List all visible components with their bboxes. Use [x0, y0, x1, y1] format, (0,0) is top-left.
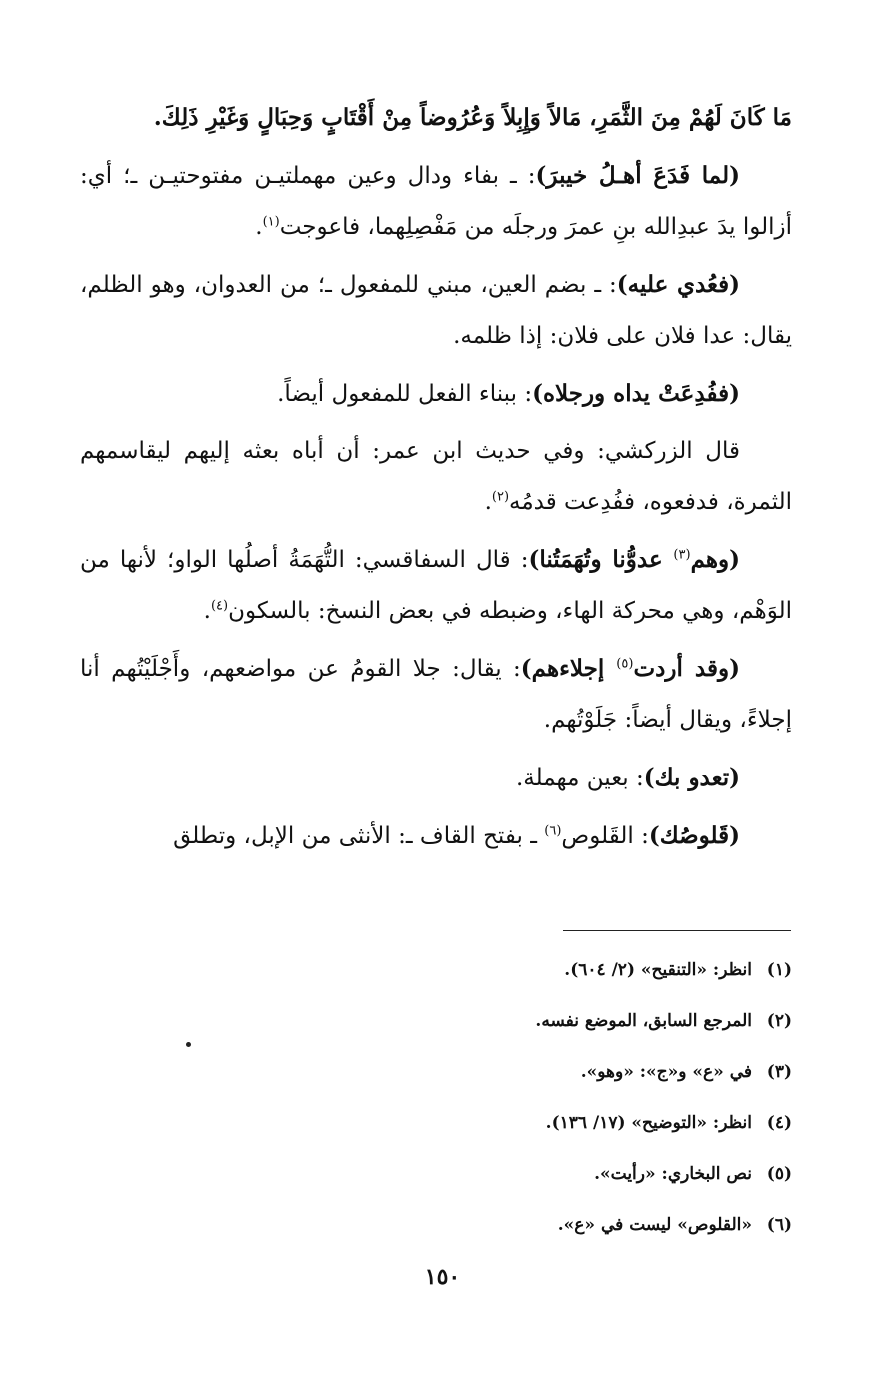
footnotes	[92, 945, 792, 1251]
commentary-paragraph	[80, 643, 792, 746]
commentary-paragraph	[80, 426, 792, 528]
footnote-number: (٣)	[766, 1062, 792, 1082]
hadith-excerpt: مَا كَانَ لَهُمْ مِنَ الثَّمَرِ، مَالاً وَإِبِلاً وَعُرُوضاً مِنْ أَقْتَابٍ وَحِبَالٍ وَغَيْرِ ذَلِكَ.	[153, 104, 792, 131]
footnote-ref[interactable]: (٣)	[673, 547, 691, 563]
footnote-number: (١)	[766, 960, 792, 980]
commentary-text: .	[255, 214, 263, 240]
footnote-item	[92, 996, 792, 1047]
lemma: عدوُّنا وتُهَمَتُنا)	[528, 546, 674, 573]
commentary-paragraph	[80, 534, 792, 637]
stray-ink-dot	[186, 1042, 191, 1047]
commentary-text: : القَلوص	[561, 823, 649, 849]
footnote-item	[92, 1047, 792, 1098]
footnote-text: في «ع» و«ج»: «وهو».	[580, 1062, 752, 1082]
lemma: (تعدو بك)	[643, 764, 740, 791]
footnote-text: انظر: «التنقيح» (٢/ ٦٠٤).	[564, 960, 752, 980]
footnote-item	[92, 1149, 792, 1200]
commentary-paragraph	[80, 752, 792, 804]
main-text-body	[80, 92, 792, 868]
lemma: (فعُدي عليه)	[616, 271, 741, 298]
commentary-text: : قال السفاقسي: التُّهَمَةُ أصلُها الواو؛ لأنها من الوَهْم، وهي محركة الهاء، وضبطه في بعض النسخ: بالسكون	[80, 547, 792, 624]
footnote-number: (٤)	[766, 1113, 792, 1133]
commentary-text: قال الزركشي: وفي حديث ابن عمر: أن أباه بعثه إليهم ليقاسمهم الثمرة، فدفعوه، ففُدِعت قدمُه	[80, 438, 792, 515]
footnote-item	[92, 1200, 792, 1251]
lemma: (قَلوصُك)	[648, 822, 740, 849]
footnote-ref[interactable]: (٦)	[544, 823, 562, 839]
commentary-paragraph	[80, 259, 792, 362]
footnote-item	[92, 1098, 792, 1149]
footnote-number: (٦)	[766, 1215, 792, 1235]
commentary-text: : يقال: جلا القومُ عن مواضعهم، وأَجْلَيْتُهم أنا إجلاءً، ويقال أيضاً: جَلَوْتُهم.	[80, 656, 792, 733]
commentary-text: .	[484, 489, 492, 515]
footnote-text: انظر: «التوضيح» (١٧/ ١٣٦).	[545, 1113, 752, 1133]
commentary-text: ـ بفتح القاف ـ: الأنثى من الإبل، وتطلق	[173, 823, 545, 849]
lemma: (وهم	[690, 546, 740, 573]
footnote-number: (٥)	[766, 1164, 792, 1184]
footnote-ref[interactable]: (٤)	[210, 598, 229, 614]
commentary-paragraph	[80, 810, 792, 862]
footnote-item	[92, 945, 792, 996]
commentary-paragraph	[80, 150, 792, 253]
footnote-text: المرجع السابق، الموضع نفسه.	[535, 1011, 752, 1031]
commentary-paragraph	[80, 368, 792, 420]
lemma: (لما فَدَعَ أهـلُ خيبرَ)	[535, 162, 740, 189]
commentary-text: : بعين مهملة.	[515, 765, 644, 791]
commentary-text: : ـ بضم العين، مبني للمفعول ـ؛ من العدوان، وهو الظلم، يقال: عدا فلان على فلان: إذا ظلمه.	[80, 272, 792, 349]
commentary-text: .	[203, 598, 211, 624]
footnote-text: «القلوص» ليست في «ع».	[557, 1215, 752, 1235]
lemma: إجلاءهم)	[520, 655, 617, 682]
commentary-text: : ـ بفاء ودال وعين مهملتيـن مفتوحتيـن ـ؛ أي: أزالوا يدَ عبدِالله بنِ عمرَ ورجلَه من مَفْصِلِهما، فاعوجت	[80, 163, 792, 240]
footnote-ref[interactable]: (١)	[262, 214, 280, 230]
lemma: (وقد أردت	[633, 655, 740, 682]
footnote-number: (٢)	[766, 1011, 792, 1031]
footnote-ref[interactable]: (٢)	[491, 489, 510, 505]
footnote-text: نص البخاري: «رأيت».	[594, 1164, 752, 1184]
footnote-ref[interactable]: (٥)	[616, 656, 634, 672]
page-number: ١٥٠	[424, 1264, 461, 1290]
hadith-excerpt-line	[80, 92, 792, 144]
lemma: (ففُدِعَتْ يداه ورجلاه)	[532, 380, 740, 407]
footnote-separator	[563, 930, 791, 931]
commentary-text: : ببناء الفعل للمفعول أيضاً.	[277, 381, 533, 407]
